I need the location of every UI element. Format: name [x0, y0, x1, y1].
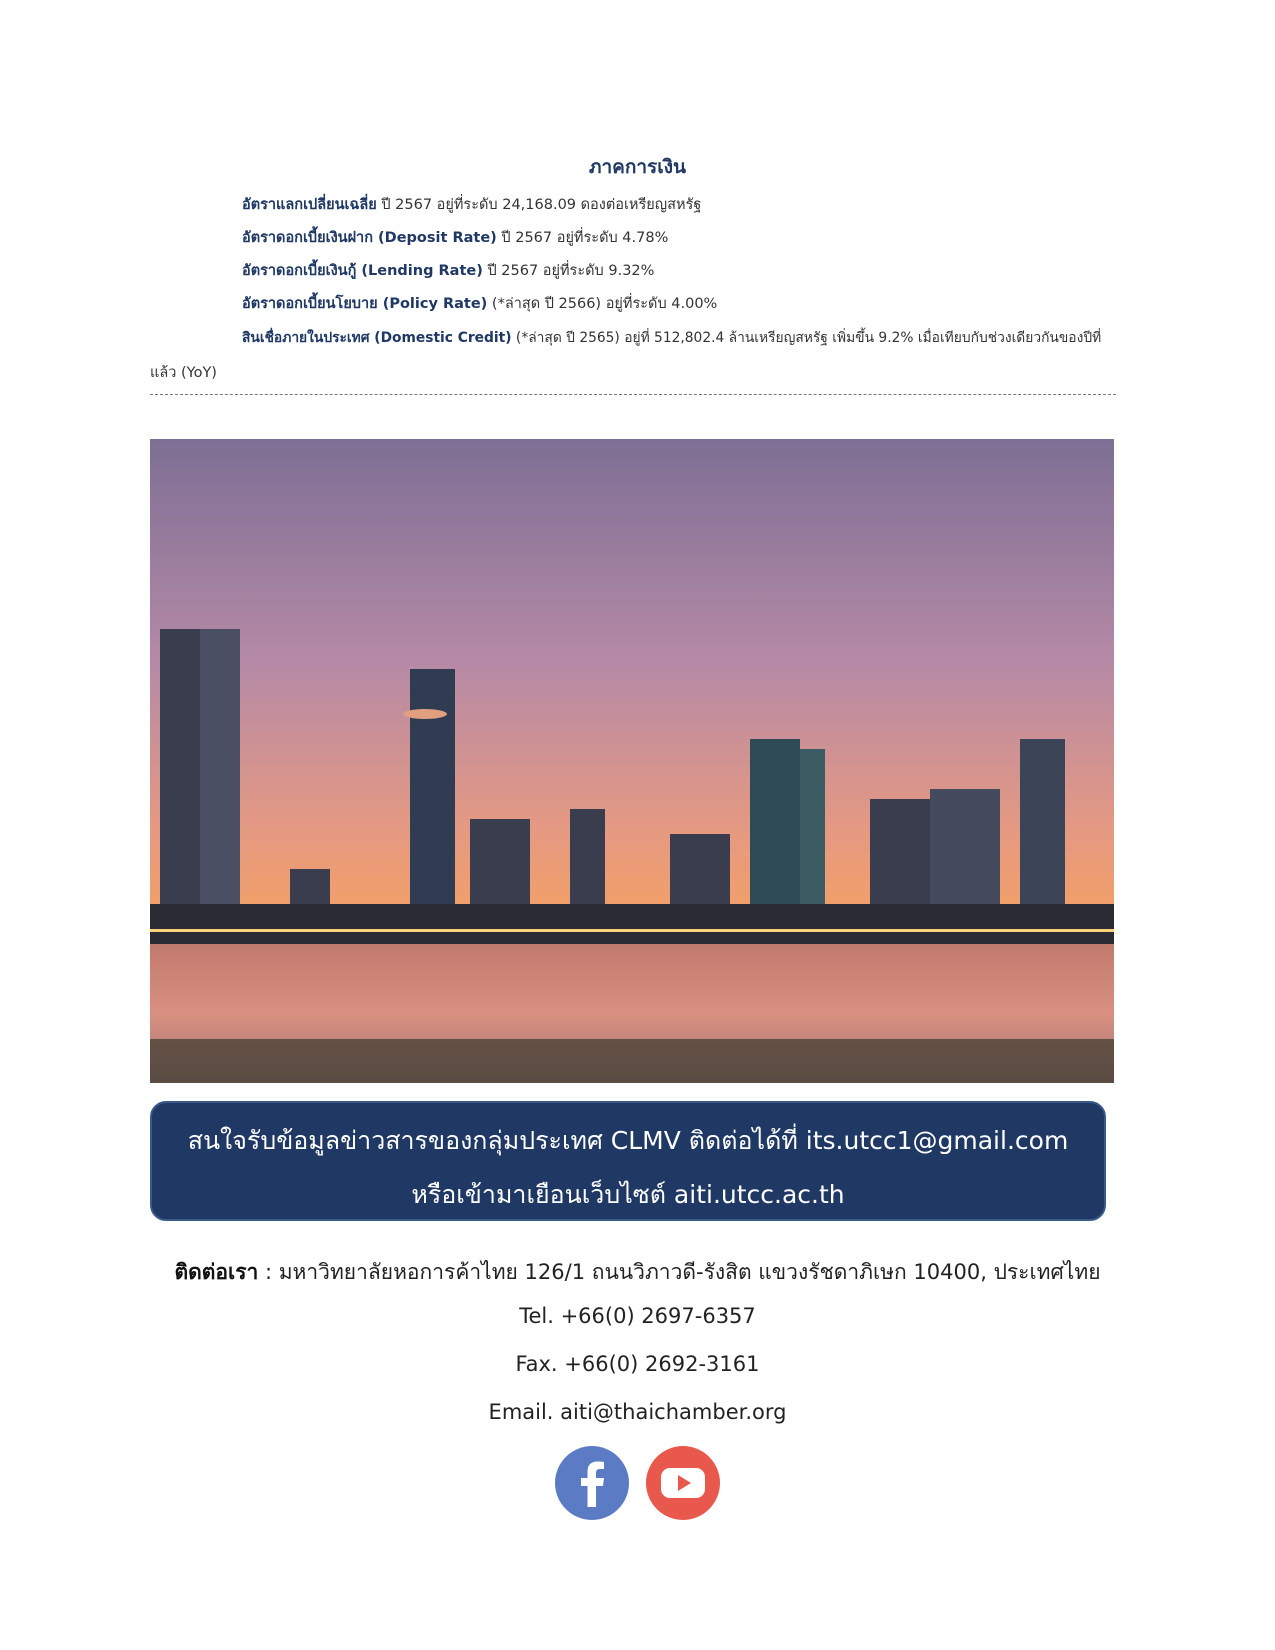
contact-fax: Fax. +66(0) 2692-3161 — [515, 1352, 760, 1376]
deposit-rate-label: อัตราดอกเบี้ยเงินฝาก (Deposit Rate) — [242, 230, 497, 246]
exchange-rate-line — [242, 193, 701, 216]
social-links — [0, 1445, 1275, 1521]
domestic-credit-line — [242, 327, 1101, 349]
dashed-divider — [150, 394, 1116, 395]
facebook-icon[interactable] — [554, 1445, 630, 1521]
banner-line-2: หรือเข้ามาเยือนเว็บไซต์ aiti.utcc.ac.th — [411, 1180, 845, 1209]
contact-address-line — [0, 1256, 1275, 1289]
banner-line-1: สนใจรับข้อมูลข่าวสารของกลุ่มประเทศ CLMV ติดต่อได้ที่ its.utcc1@gmail.com — [187, 1126, 1069, 1155]
lending-rate-text: ปี 2567 อยู่ที่ระดับ 9.32% — [482, 263, 655, 279]
contact-tel: Tel. +66(0) 2697-6357 — [519, 1304, 756, 1328]
city-skyline-photo — [150, 439, 1114, 1083]
domestic-credit-label: สินเชื่อภายในประเทศ (Domestic Credit) — [242, 330, 512, 346]
contact-label: ติดต่อเรา — [174, 1260, 259, 1284]
section-title: ภาคการเงิน — [588, 156, 687, 178]
youtube-icon[interactable] — [645, 1445, 721, 1521]
policy-rate-line — [242, 292, 717, 315]
deposit-rate-line — [242, 226, 668, 249]
contact-banner — [150, 1101, 1106, 1221]
policy-rate-text: (*ล่าสุด ปี 2566) อยู่ที่ระดับ 4.00% — [487, 296, 718, 312]
domestic-credit-text: (*ล่าสุด ปี 2565) อยู่ที่ 512,802.4 ล้านเหรียญสหรัฐ เพิ่มขึ้น 9.2% เมื่อเทียบกับช่วงเดียวกันของปีที่ — [511, 330, 1102, 346]
policy-rate-label: อัตราดอกเบี้ยนโยบาย (Policy Rate) — [242, 296, 488, 312]
exchange-rate-label: อัตราแลกเปลี่ยนเฉลี่ย — [242, 197, 377, 213]
deposit-rate-text: ปี 2567 อยู่ที่ระดับ 4.78% — [496, 230, 669, 246]
lending-rate-label: อัตราดอกเบี้ยเงินกู้ (Lending Rate) — [242, 263, 483, 279]
domestic-credit-wrap: แล้ว (YoY) — [150, 365, 217, 381]
contact-email[interactable]: Email. aiti@thaichamber.org — [488, 1400, 787, 1424]
exchange-rate-text: ปี 2567 อยู่ที่ระดับ 24,168.09 ดองต่อเหรียญสหรัฐ — [376, 197, 702, 213]
lending-rate-line — [242, 259, 654, 282]
contact-address: : มหาวิทยาลัยหอการค้าไทย 126/1 ถนนวิภาวดี-รังสิต แขวงรัชดาภิเษก 10400, ประเทศไทย — [258, 1260, 1101, 1284]
